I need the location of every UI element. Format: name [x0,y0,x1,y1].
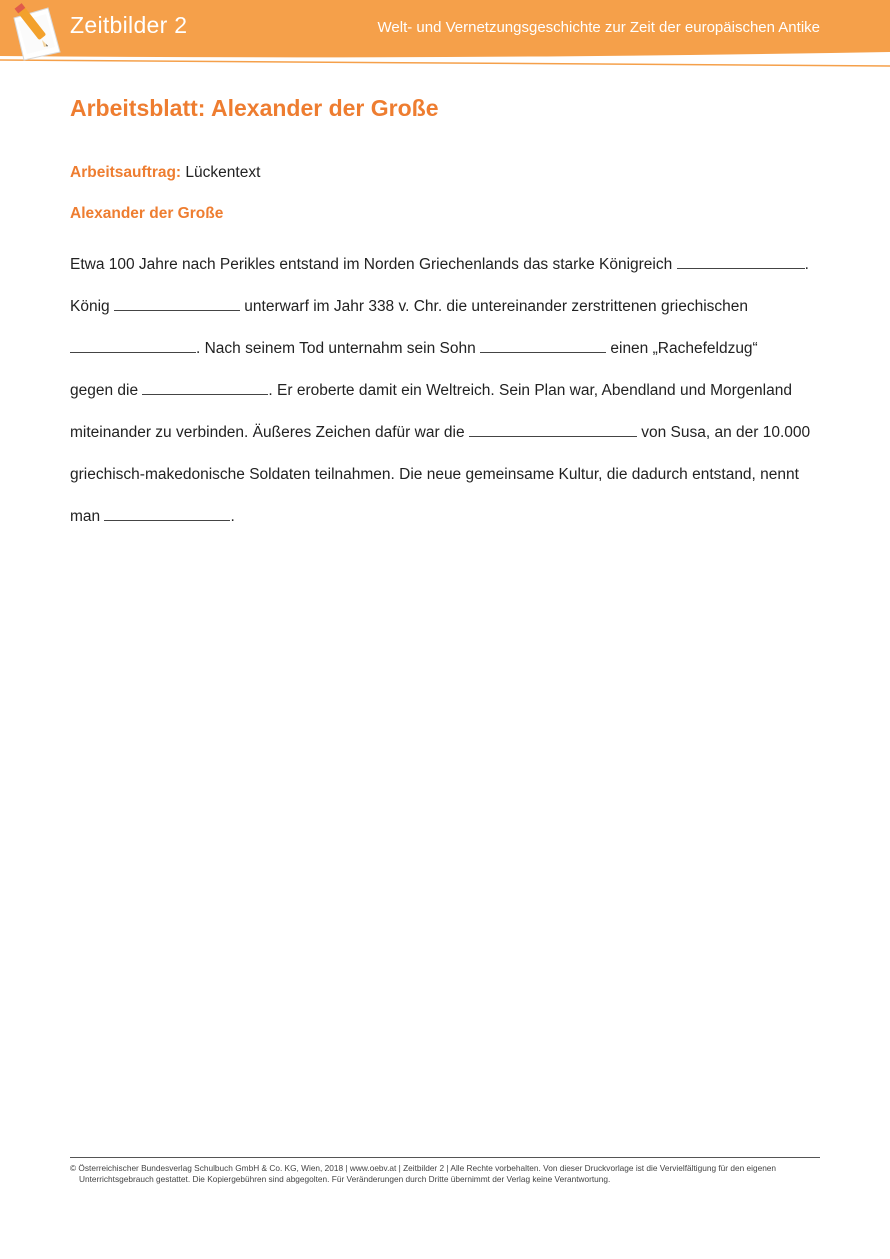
gap-text-segment: unterwarf im Jahr 338 v. Chr. die untereinander zerstrittenen griechischen [244,298,749,315]
series-title: Zeitbilder 2 [70,12,188,38]
blank-field-3[interactable] [70,338,196,353]
page-title: Arbeitsblatt: Alexander der Große [70,95,439,121]
gap-text-segment: man [70,508,101,525]
blank-field-2[interactable] [114,296,240,311]
footer-copyright [70,1163,820,1185]
task-line [70,164,260,182]
pencil-paper-icon [0,0,62,62]
footer-divider [70,1157,820,1158]
blank-field-1[interactable] [677,254,805,269]
task-value: Lückentext [185,164,261,181]
gap-text-segment: König [70,298,110,315]
gap-text-segment: miteinander zu verbinden. Äußeres Zeichen dafür war die [70,424,465,441]
gap-text-paragraph [70,244,830,538]
blank-field-5[interactable] [142,380,268,395]
gap-text-segment: Etwa 100 Jahre nach Perikles entstand im Norden Griechenlands das starke Königreich [70,256,673,273]
footer-line-1: © Österreichischer Bundesverlag Schulbuch GmbH & Co. KG, Wien, 2018 | www.oebv.at | Zeitbilder 2 | Alle Rechte vorbehalten. Von dieser Druckvorlage ist die Vervielfältigung für den eigenen [70,1163,777,1173]
series-subtitle: Welt- und Vernetzungsgeschichte zur Zeit der europäischen Antike [377,19,820,36]
blank-field-4[interactable] [480,338,606,353]
blank-field-7[interactable] [104,506,230,521]
gap-text-segment: . Nach seinem Tod unternahm sein Sohn [196,340,476,357]
section-heading: Alexander der Große [70,205,224,222]
gap-text-segment: . Er eroberte damit ein Weltreich. Sein Plan war, Abendland und Morgenland [268,382,792,399]
gap-text-segment: einen „Rachefeldzug“ [610,340,758,357]
gap-text-segment: griechisch-makedonische Soldaten teilnahmen. Die neue gemeinsame Kultur, die dadurch entstand, nennt [70,466,799,483]
header-banner [0,0,890,70]
gap-text-segment: von Susa, an der 10.000 [641,424,811,441]
blank-field-6[interactable] [469,422,637,437]
gap-text-segment: gegen die [70,382,139,399]
task-label: Arbeitsauftrag: [70,164,182,181]
gap-text-segment: . [804,256,809,273]
gap-text-segment: . [230,508,235,525]
footer-line-2: Unterrichtsgebrauch gestattet. Die Kopiergebühren sind abgegolten. Für Veränderungen durch Dritte übernimmt der Verlag keine Verantwortung. [79,1174,611,1184]
